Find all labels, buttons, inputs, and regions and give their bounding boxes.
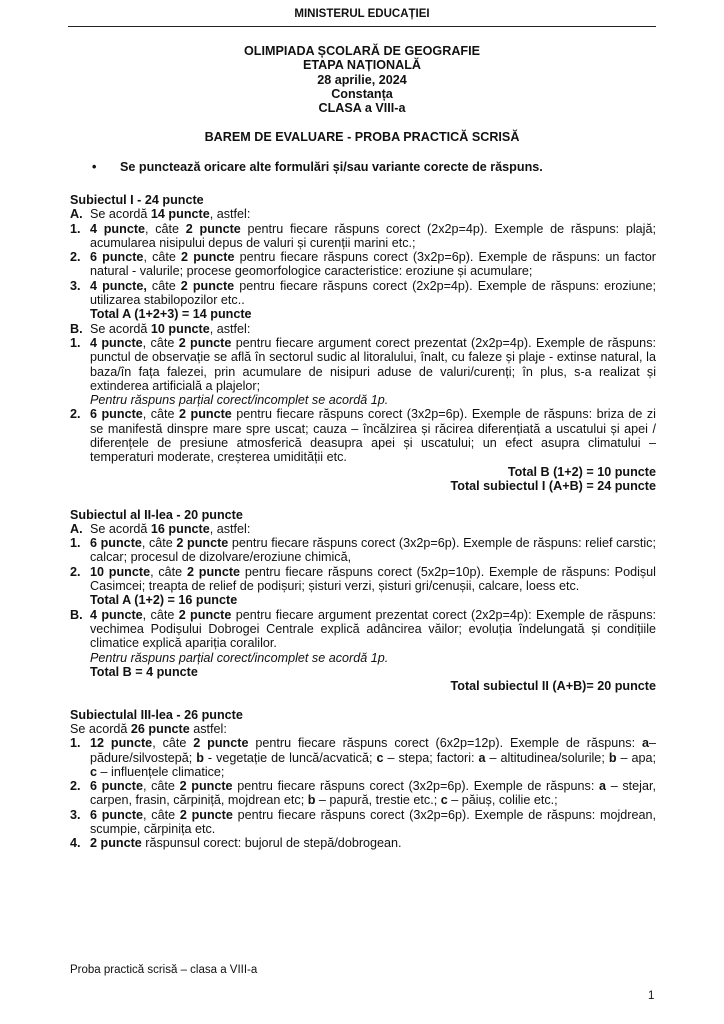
text-run: Subiectul al II-lea - 20 puncte [70,507,243,522]
text-run: Total A (1+2+3) = 14 puncte [90,307,252,322]
paragraph [70,708,656,722]
paragraph [70,665,656,679]
text-run: , câte [150,564,187,579]
text-run: 26 puncte [130,721,190,736]
text-run: Se acordă [90,207,151,222]
text-run: , câte [142,335,179,350]
paragraph [70,651,656,665]
scoring-item [70,207,656,221]
text-run: – apa; [616,750,656,765]
text-run: Se acordă [90,321,151,336]
text-run: pentru fiecare răspuns corect (3x2p=6p). Exemple de răspuns: mojdrean, scumpie, cărpinița etc. [90,807,656,837]
scoring-item [70,250,656,279]
text-run: , câte [143,250,182,265]
ministry-header: MINISTERUL EDUCAȚIEI [294,8,430,20]
paragraph [70,508,656,522]
item-label: 1. [70,536,81,551]
text-run: b [608,750,617,765]
text-run: 6 puncte [90,807,144,822]
item-label: B. [70,321,83,336]
item-label: A. [70,207,83,222]
text-run: – influențele climatice; [97,764,225,779]
item-label: 1. [70,736,81,751]
item-label: 2. [70,250,81,265]
text-run: – papură, trestie etc.; [315,793,441,808]
text-run: 2 puncte [185,221,241,236]
text-run: , câte [142,607,179,622]
text-run: c [90,764,98,779]
text-run: pentru fiecare răspuns corect (6x2p=12p). Exemple de răspuns: [248,736,642,751]
scoring-item [70,736,656,779]
text-run: 2 puncte [179,779,233,794]
item-label: A. [70,521,83,536]
paragraph [70,722,656,736]
text-run: , astfel: [209,207,251,222]
paragraph [70,307,656,321]
text-run: a [599,779,607,794]
title-line: Constanța [331,86,393,101]
text-run: pentru fiecare răspuns corect (2x2p=4p). Exemple de răspuns: plajă; acumularea nisipului depus de valuri și curenții marini etc.; [90,221,656,250]
scoring-item [70,522,656,536]
scoring-item [70,779,656,808]
text-run: 2 puncte [193,736,249,751]
item-label: B. [70,607,83,622]
subject-section [70,508,656,694]
text-run: – stepa; factori: [383,750,479,765]
text-run: Se acordă [70,721,131,736]
text-run: a [478,750,486,765]
text-run: – pădure/silvostepă; [90,736,656,765]
text-run: 12 puncte [90,736,153,751]
scoring-item [70,407,656,464]
page-footer: Proba practică scrisă – clasa a VIII-a [70,964,258,976]
text-run: , astfel: [209,521,251,536]
text-run: 2 puncte [186,564,241,579]
text-run: 16 puncte [150,521,210,536]
text-run: 4 puncte [90,221,146,236]
text-run: pentru fiecare răspuns corect (3x2p=6p). Exemple de răspuns: relief carstic; calcar; procesul de dizolvare/eroziune chimică, [90,536,656,565]
scoring-item [70,279,656,308]
text-run: 6 puncte [90,407,143,422]
text-run: 14 puncte [150,207,210,222]
text-run: – păiuș, colilie etc.; [447,793,558,808]
text-run: Subiectulal III-lea - 26 puncte [70,707,243,722]
general-note [92,160,543,174]
text-run: – altitudinea/solurile; [485,750,609,765]
text-run: Total B = 4 puncte [90,664,198,679]
title-line: ETAPA NAȚIONALĂ [303,58,421,73]
text-run: Subiectul I - 24 puncte [70,193,204,207]
scoring-item [70,565,656,594]
text-run: , astfel: [209,321,251,336]
text-run: pentru fiecare răspuns corect (3x2p=6p). Exemple de răspuns: un factor natural - valurile; procese geomorfologice caracteristice: eroziune și acumulare; [90,250,656,279]
text-run: , câte [143,807,180,822]
scoring-item [70,836,656,850]
text-run: 2 puncte [90,836,142,851]
text-run: c [440,793,448,808]
text-run: - vegetație de luncă/acvatică; [203,750,377,765]
title-line: 28 aprilie, 2024 [317,72,407,87]
item-label: 4. [70,836,81,851]
text-run: Total subiectul II (A+B)= 20 puncte [450,679,656,694]
text-run: răspunsul corect: bujorul de stepă/dobrogean. [141,836,402,851]
text-run: 6 puncte [90,536,142,551]
text-run: , câte [141,536,177,551]
text-run: 4 puncte [90,607,143,622]
item-label: 1. [70,335,81,350]
text-run: Pentru răspuns parțial corect/incomplet se acordă 1p. [90,393,389,408]
text-run: 2 puncte [179,407,232,422]
text-run: 10 puncte [90,564,151,579]
text-run: Total A (1+2) = 16 puncte [90,593,238,608]
title-line: CLASA a VIII-a [318,101,406,116]
text-run: Total subiectul I (A+B) = 24 puncte [450,478,656,493]
text-run: astfel: [189,721,227,736]
page-number: 1 [648,990,655,1002]
title-line: OLIMPIADA ȘCOLARĂ DE GEOGRAFIE [243,44,481,58]
text-run: pentru fiecare răspuns corect (2x2p=4p). Exemple de răspuns: eroziune; utilizarea stabilopozilor etc.. [90,278,656,308]
paragraph [70,593,656,607]
scoring-item [70,608,656,651]
total-line [70,479,656,493]
text-run: 10 puncte [150,321,210,336]
total-line [70,465,656,479]
text-run: pentru fiecare răspuns corect (3x2p=6p). Exemple de răspuns: briza de zi se manifestă dinspre mare spre uscat; cauza – încălzirea și răcirea diferențiată a uscatului și apei / diferențele de presiune atmosferică deasupra apei și uscatului; un efect asupra climatului – temperaturi moderate, creșterea umidității etc. [90,407,656,465]
item-label: 2. [70,564,81,579]
item-label: 1. [70,221,81,236]
total-line [70,679,656,693]
scoring-item [70,808,656,837]
subject-section [70,193,656,493]
general-note-text: Se punctează oricare alte formulări și/sau variante corecte de răspuns. [120,160,543,174]
text-run: Total B (1+2) = 10 puncte [507,464,656,479]
text-run: b [196,750,204,765]
subject-section [70,708,656,851]
text-run: , câte [152,736,194,751]
text-run: 2 puncte [180,278,235,293]
bullet-icon: • [92,160,97,174]
text-run: pentru fiecare răspuns corect (5x2p=10p). Exemple de răspuns: Podișul Casimcei; treapta de relief de podișuri; șisturi verzi, șisturi gri/cenușii, calcare, loess etc. [90,564,656,594]
paragraph [70,193,656,207]
text-run: 2 puncte [181,250,235,265]
text-run: 6 puncte [90,250,144,265]
scoring-item [70,222,656,251]
text-run: c [376,750,384,765]
text-run: pentru fiecare argument corect prezentat (2x2p=4p). Exemple de răspuns: punctul de observație se află în sectorul sudic al litoralului, înalt, cu faleze și plaje - extinse natural, la baza/în fața falezei, prin acumulare de nisipuri aduse de valuri/curenți; în plus, s-a realizat și extinderea artificială a plajelor; [90,335,656,393]
barem-title: BAREM DE EVALUARE - PROBA PRACTICĂ SCRISĂ [204,130,520,144]
text-run: , câte [145,221,186,236]
header-divider [68,26,656,27]
text-run: pentru fiecare argument prezentat corect (2x2p=4p): Exemple de răspuns: vechimea Podișului Dobrogei Centrale explică adâncirea văilor; evoluția îndelungată și condițiile climatice explică apariția coralilor. [90,607,656,651]
text-run: Pentru răspuns parțial corect/incomplet se acordă 1p. [90,650,389,665]
text-run: , câte [142,407,180,422]
text-run: – stejar, carpen, frasin, cărpiniță, mojdrean etc; [90,779,656,808]
item-label: 3. [70,807,81,822]
paragraph [70,393,656,407]
scoring-item [70,322,656,336]
item-label: 2. [70,779,81,794]
text-run: câte [146,278,181,293]
text-run: 4 puncte, [90,278,147,293]
item-label: 2. [70,407,81,422]
document-title [0,44,724,115]
scoring-item [70,336,656,393]
item-label: 3. [70,278,81,293]
text-run: 2 puncte [178,335,232,350]
text-run: , câte [142,779,180,794]
text-run: 2 puncte [178,607,232,622]
text-run: 4 puncte [90,335,143,350]
text-run: 2 puncte [176,536,229,551]
text-run: 6 puncte [90,779,143,794]
text-run: a [641,736,649,751]
text-run: b [307,793,316,808]
scoring-item [70,536,656,565]
text-run: pentru fiecare răspuns corect (3x2p=6p). Exemple de răspuns: [232,779,600,794]
barem-content [70,193,656,865]
text-run: Se acordă [90,521,151,536]
text-run: 2 puncte [179,807,233,822]
